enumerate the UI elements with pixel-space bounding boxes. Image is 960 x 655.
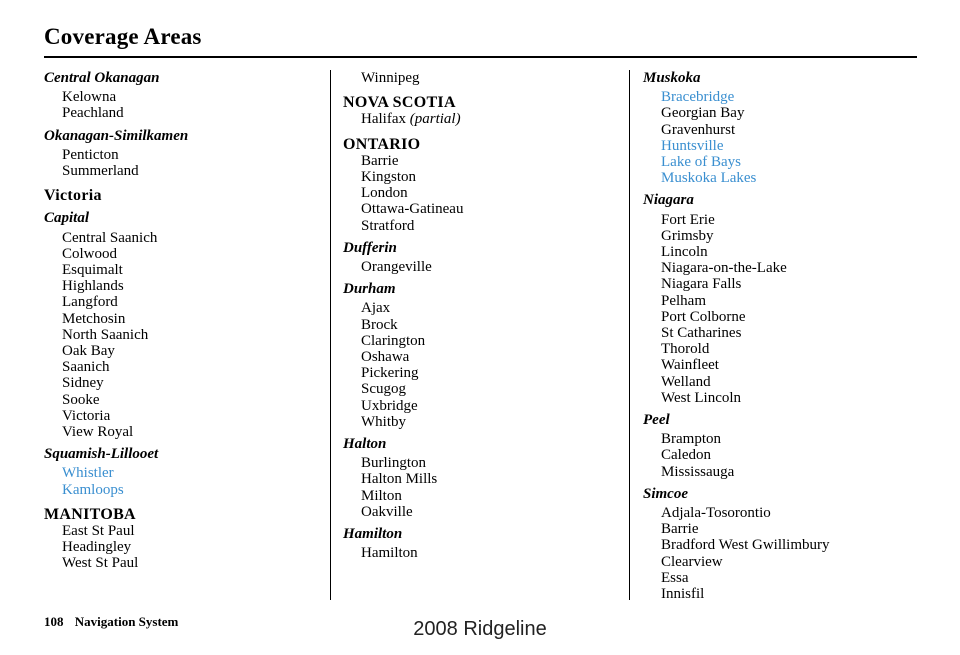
city-item xyxy=(44,105,324,121)
city-item xyxy=(44,555,324,571)
city-item xyxy=(643,309,923,325)
city-name: Winnipeg xyxy=(361,70,420,86)
city-name: Langford xyxy=(62,294,118,311)
city-item xyxy=(44,359,324,375)
city-link[interactable] xyxy=(643,170,923,186)
city-name: Port Colborne xyxy=(661,308,746,325)
city-name: Fort Erie xyxy=(661,211,715,228)
city-item xyxy=(343,169,623,185)
city-item xyxy=(643,357,923,373)
city-name: Thorold xyxy=(661,341,710,358)
title-rule xyxy=(44,56,917,58)
city-item xyxy=(343,333,623,349)
city-item xyxy=(643,374,923,390)
city-name: Grimsby xyxy=(661,227,714,244)
city-item xyxy=(44,246,324,262)
city-item xyxy=(343,488,623,504)
city-item xyxy=(343,471,623,487)
city-name: Oakville xyxy=(361,503,413,520)
region-heading: Niagara xyxy=(643,192,694,209)
city-item xyxy=(44,294,324,310)
city-item xyxy=(343,300,623,316)
city-name: Victoria xyxy=(62,407,111,424)
city-item xyxy=(643,554,923,570)
city-name: Barrie xyxy=(661,521,699,538)
city-item xyxy=(643,122,923,138)
city-name: Pickering xyxy=(361,365,419,382)
city-name: Clearview xyxy=(661,553,723,570)
column-3 xyxy=(643,70,923,602)
city-name: Headingley xyxy=(62,539,132,556)
city-name: Bracebridge xyxy=(661,89,735,106)
region-heading: Squamish-Lillooet xyxy=(44,446,159,463)
city-name: Ottawa-Gatineau xyxy=(361,201,464,218)
region-heading: Okanagan-Similkamen xyxy=(44,127,189,144)
page-title: Coverage Areas xyxy=(44,24,202,49)
city-name: Sidney xyxy=(62,375,104,392)
city-item xyxy=(44,89,324,105)
city-name: Mississauga xyxy=(661,463,735,480)
city-name: Huntsville xyxy=(661,137,724,154)
city-name: Highlands xyxy=(62,278,124,295)
city-item xyxy=(343,317,623,333)
city-item xyxy=(643,521,923,537)
watermark: 2008 Ridgeline xyxy=(413,618,547,640)
city-name: Brampton xyxy=(661,431,721,448)
city-name: Metchosin xyxy=(62,310,126,327)
city-item xyxy=(643,105,923,121)
city-name: Welland xyxy=(661,373,711,390)
region-heading: Simcoe xyxy=(643,485,688,502)
city-name: View Royal xyxy=(62,424,134,441)
city-name: Halifax xyxy=(361,111,406,128)
city-name: Niagara-on-the-Lake xyxy=(661,260,787,277)
city-item xyxy=(44,311,324,327)
city-name: Lincoln xyxy=(661,244,708,261)
region-heading: Central Okanagan xyxy=(44,70,160,86)
city-name: Oshawa xyxy=(361,349,410,366)
city-item xyxy=(44,343,324,359)
city-item xyxy=(343,381,623,397)
city-item xyxy=(643,431,923,447)
city-item xyxy=(643,293,923,309)
city-name: Central Saanich xyxy=(62,229,158,246)
city-item xyxy=(44,278,324,294)
city-name: Kelowna xyxy=(62,89,117,106)
city-item xyxy=(643,276,923,292)
city-name: Kingston xyxy=(361,169,417,186)
city-item xyxy=(643,586,923,602)
city-item xyxy=(643,464,923,480)
city-name: Wainfleet xyxy=(661,357,719,374)
city-item xyxy=(44,147,324,163)
city-item xyxy=(343,545,623,561)
region-heading: Hamilton xyxy=(343,526,403,543)
city-name: Innisfil xyxy=(661,586,705,603)
city-item xyxy=(643,505,923,521)
city-item xyxy=(343,504,623,520)
city-item xyxy=(643,390,923,406)
city-name: Brock xyxy=(361,316,398,333)
city-link[interactable] xyxy=(643,89,923,105)
city-item xyxy=(343,349,623,365)
city-item xyxy=(343,111,623,127)
city-name: Colwood xyxy=(62,245,118,262)
city-name: Adjala-Tosorontio xyxy=(661,505,771,522)
city-name: Essa xyxy=(661,569,689,586)
city-item xyxy=(643,228,923,244)
city-name: Halton Mills xyxy=(361,471,438,488)
city-name: Whistler xyxy=(62,465,114,482)
city-name: Niagara Falls xyxy=(661,276,742,293)
city-item xyxy=(44,408,324,424)
region-heading: Dufferin xyxy=(343,239,397,256)
city-name: Scugog xyxy=(361,381,406,398)
region-heading: Durham xyxy=(343,281,396,298)
region-heading: Halton xyxy=(343,436,387,453)
city-name: Sooke xyxy=(62,391,100,408)
city-item xyxy=(643,537,923,553)
city-link[interactable] xyxy=(643,154,923,170)
city-name: St Catharines xyxy=(661,325,742,342)
city-item xyxy=(643,570,923,586)
city-name: Saanich xyxy=(62,359,110,376)
column-divider-1 xyxy=(330,70,331,600)
region-heading: Muskoka xyxy=(643,70,701,86)
city-name: Milton xyxy=(361,487,402,504)
city-name: Caledon xyxy=(661,447,711,464)
province-heading: MANITOBA xyxy=(44,505,136,523)
city-name: West St Paul xyxy=(62,555,139,572)
city-item xyxy=(44,230,324,246)
city-item xyxy=(343,259,623,275)
city-item xyxy=(44,375,324,391)
city-item xyxy=(643,325,923,341)
city-name: Summerland xyxy=(62,163,139,180)
city-name: Hamilton xyxy=(361,545,418,562)
city-name: North Saanich xyxy=(62,326,149,343)
city-item xyxy=(343,365,623,381)
province-heading: Victoria xyxy=(44,187,102,205)
city-link[interactable] xyxy=(44,465,324,481)
city-name: London xyxy=(361,185,408,202)
city-item xyxy=(343,70,623,86)
city-name: Orangeville xyxy=(361,259,432,276)
section-name: Navigation System xyxy=(74,614,179,629)
region-heading: Capital xyxy=(44,210,90,227)
province-heading: NOVA SCOTIA xyxy=(343,94,456,112)
city-name: Lake of Bays xyxy=(661,154,741,171)
city-item xyxy=(44,424,324,440)
page-number: 108 xyxy=(44,614,64,629)
city-name: East St Paul xyxy=(62,523,135,540)
city-item xyxy=(343,455,623,471)
city-name: Clarington xyxy=(361,332,426,349)
city-name: Burlington xyxy=(361,455,427,472)
city-item xyxy=(343,398,623,414)
city-item xyxy=(44,327,324,343)
province-heading: ONTARIO xyxy=(343,135,421,153)
city-name: Kamloops xyxy=(62,481,124,498)
city-link[interactable] xyxy=(44,482,324,498)
city-name: Penticton xyxy=(62,146,119,163)
city-name: Oak Bay xyxy=(62,343,115,360)
city-item xyxy=(44,392,324,408)
city-name: Barrie xyxy=(361,152,399,169)
city-item xyxy=(643,244,923,260)
column-divider-2 xyxy=(629,70,630,600)
city-name: Pelham xyxy=(661,292,706,309)
city-name: Esquimalt xyxy=(62,262,123,279)
column-1 xyxy=(44,70,324,572)
city-item xyxy=(343,201,623,217)
city-item xyxy=(643,212,923,228)
city-item xyxy=(343,153,623,169)
city-name: Whitby xyxy=(361,413,406,430)
city-name: Georgian Bay xyxy=(661,105,745,122)
region-heading: Peel xyxy=(643,412,670,429)
city-name: West Lincoln xyxy=(661,389,742,406)
city-name: Peachland xyxy=(62,105,124,122)
city-item xyxy=(44,262,324,278)
city-name: Gravenhurst xyxy=(661,121,736,138)
city-link[interactable] xyxy=(643,138,923,154)
city-item xyxy=(343,414,623,430)
city-item xyxy=(343,185,623,201)
city-item xyxy=(44,539,324,555)
city-name: Muskoka Lakes xyxy=(661,170,757,187)
column-2 xyxy=(343,70,623,561)
city-item xyxy=(343,218,623,234)
city-item xyxy=(44,163,324,179)
city-item xyxy=(44,523,324,539)
city-name: Ajax xyxy=(361,300,391,317)
city-name: Uxbridge xyxy=(361,397,418,414)
coverage-note: (partial) xyxy=(409,111,461,128)
city-name: Bradford West Gwillimbury xyxy=(661,537,830,554)
city-item xyxy=(643,447,923,463)
city-item xyxy=(643,260,923,276)
city-name: Stratford xyxy=(361,217,415,234)
city-item xyxy=(643,341,923,357)
